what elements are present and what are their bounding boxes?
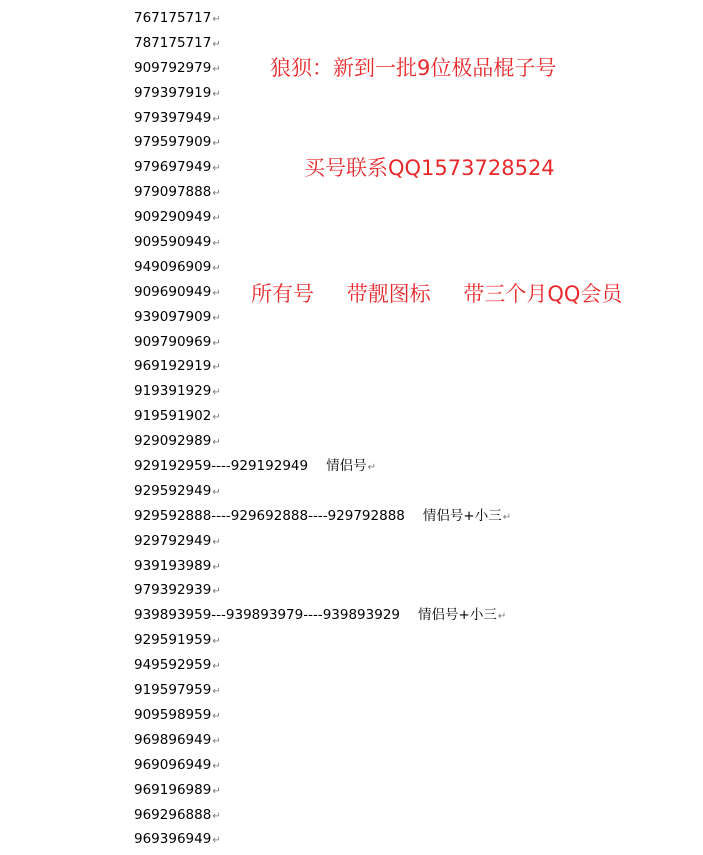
- list-item: [134, 84, 511, 109]
- paragraph-mark-icon: ↵: [497, 611, 507, 623]
- feature-qq-membership: 带三个月QQ会员: [463, 282, 623, 306]
- list-item: [134, 407, 511, 432]
- phone-number-text: 969296888: [134, 806, 212, 823]
- phone-number-text: 919591902: [134, 408, 212, 425]
- phone-number-text: 919597959: [134, 682, 212, 699]
- feature-pretty-icon: 带靓图标: [346, 282, 431, 306]
- phone-number-text: 919391929: [134, 383, 212, 400]
- paragraph-mark-icon: ↵: [212, 661, 221, 673]
- paragraph-mark-icon: ↵: [212, 163, 221, 175]
- phone-number-text: 909690949: [134, 283, 212, 300]
- phone-number-text: 969396949: [134, 831, 212, 848]
- list-item: [134, 756, 511, 781]
- phone-number-text: 969192919: [134, 358, 212, 375]
- paragraph-mark-icon: ↵: [212, 88, 221, 100]
- list-item: [134, 731, 511, 756]
- phone-number-text: 969196989: [134, 781, 212, 798]
- list-item: [134, 781, 511, 806]
- phone-number-text: 909290949: [134, 209, 212, 226]
- paragraph-mark-icon: ↵: [212, 312, 221, 324]
- list-item: [134, 208, 511, 233]
- phone-number-text: 969096949: [134, 756, 212, 773]
- paragraph-mark-icon: ↵: [212, 710, 221, 722]
- phone-number-text: 949592959: [134, 657, 212, 674]
- paragraph-mark-icon: ↵: [212, 38, 221, 50]
- headline-note: 狼狈：新到一批9位极品棍子号: [270, 56, 557, 80]
- pair-tag: 情侣号+小三: [422, 507, 502, 524]
- list-item: [134, 382, 511, 407]
- list-item: [134, 557, 511, 582]
- number-list: [134, 9, 511, 855]
- paragraph-mark-icon: ↵: [212, 113, 221, 125]
- phone-number-text: 909590949: [134, 234, 212, 251]
- paragraph-mark-icon: ↵: [212, 636, 221, 648]
- phone-number-text: 929092989: [134, 433, 212, 450]
- paragraph-mark-icon: ↵: [212, 536, 221, 548]
- phone-number-text: 767175717: [134, 10, 212, 26]
- paragraph-mark-icon: ↵: [212, 686, 221, 698]
- list-item: [134, 631, 511, 656]
- paragraph-mark-icon: ↵: [502, 511, 512, 523]
- phone-number-text: 929592949: [134, 482, 212, 499]
- phone-number-text: 909790969: [134, 333, 212, 350]
- contact-note: 买号联系QQ1573728524: [304, 156, 555, 180]
- list-item: [134, 532, 511, 557]
- paragraph-mark-icon: ↵: [212, 412, 221, 424]
- list-item: [134, 830, 511, 855]
- phone-number-text: 979397919: [134, 84, 212, 101]
- paragraph-mark-icon: ↵: [212, 835, 221, 847]
- paragraph-mark-icon: ↵: [212, 586, 221, 598]
- phone-number-text: 909792979: [134, 59, 212, 76]
- list-item: [134, 233, 511, 258]
- list-item: [134, 581, 511, 606]
- paragraph-mark-icon: ↵: [212, 213, 221, 225]
- paragraph-mark-icon: ↵: [367, 462, 376, 474]
- list-item: [134, 681, 511, 706]
- pair-tag: 情侣号+小三: [418, 607, 497, 624]
- list-item: [134, 308, 511, 333]
- paragraph-mark-icon: ↵: [212, 262, 221, 274]
- list-item: [134, 482, 511, 507]
- paragraph-mark-icon: ↵: [212, 810, 221, 822]
- paragraph-mark-icon: ↵: [212, 735, 221, 747]
- list-item: [134, 258, 511, 283]
- paragraph-mark-icon: ↵: [212, 63, 221, 75]
- paragraph-mark-icon: ↵: [212, 337, 221, 349]
- list-item: [134, 656, 511, 681]
- phone-number-text: 939097909: [134, 308, 212, 325]
- paragraph-mark-icon: ↵: [212, 760, 221, 772]
- phone-number-text: 979097888: [134, 184, 212, 201]
- paragraph-mark-icon: ↵: [212, 138, 221, 150]
- phone-number-text: 949096909: [134, 258, 212, 275]
- phone-number-text: 979697949: [134, 159, 212, 176]
- phone-number-text: 939893959---939893979----939893929: [134, 607, 401, 624]
- list-item: [134, 706, 511, 731]
- paragraph-mark-icon: ↵: [212, 362, 221, 374]
- phone-number-text: 909598959: [134, 706, 212, 723]
- phone-number-text: 969896949: [134, 731, 212, 748]
- list-item: [134, 507, 511, 532]
- phone-number-text: 929192959----929192949: [134, 458, 309, 475]
- paragraph-mark-icon: ↵: [212, 785, 221, 797]
- phone-number-text: 939193989: [134, 557, 212, 574]
- list-item: [134, 457, 511, 482]
- list-item: [134, 606, 511, 631]
- paragraph-mark-icon: ↵: [212, 437, 221, 449]
- phone-number-text: 929592888----929692888----929792888: [134, 507, 405, 524]
- paragraph-mark-icon: ↵: [212, 387, 221, 399]
- phone-number-text: 979397949: [134, 109, 212, 126]
- phone-number-text: 929792949: [134, 532, 212, 549]
- list-item: [134, 432, 511, 457]
- phone-number-text: 979597909: [134, 134, 212, 151]
- list-item: [134, 806, 511, 831]
- paragraph-mark-icon: ↵: [212, 287, 221, 299]
- list-item: [134, 357, 511, 382]
- phone-number-text: 979392939: [134, 582, 212, 599]
- feature-all-numbers: 所有号: [251, 282, 314, 306]
- features-note: [251, 281, 622, 307]
- paragraph-mark-icon: ↵: [212, 188, 221, 200]
- paragraph-mark-icon: ↵: [212, 238, 221, 250]
- list-item: [134, 333, 511, 358]
- list-item: [134, 109, 511, 134]
- list-item: [134, 9, 511, 34]
- phone-number-text: 929591959: [134, 632, 212, 649]
- paragraph-mark-icon: ↵: [212, 14, 221, 25]
- pair-tag: 情侣号: [326, 458, 367, 475]
- phone-number-text: 787175717: [134, 34, 212, 51]
- paragraph-mark-icon: ↵: [212, 561, 221, 573]
- list-item: [134, 183, 511, 208]
- paragraph-mark-icon: ↵: [212, 486, 221, 498]
